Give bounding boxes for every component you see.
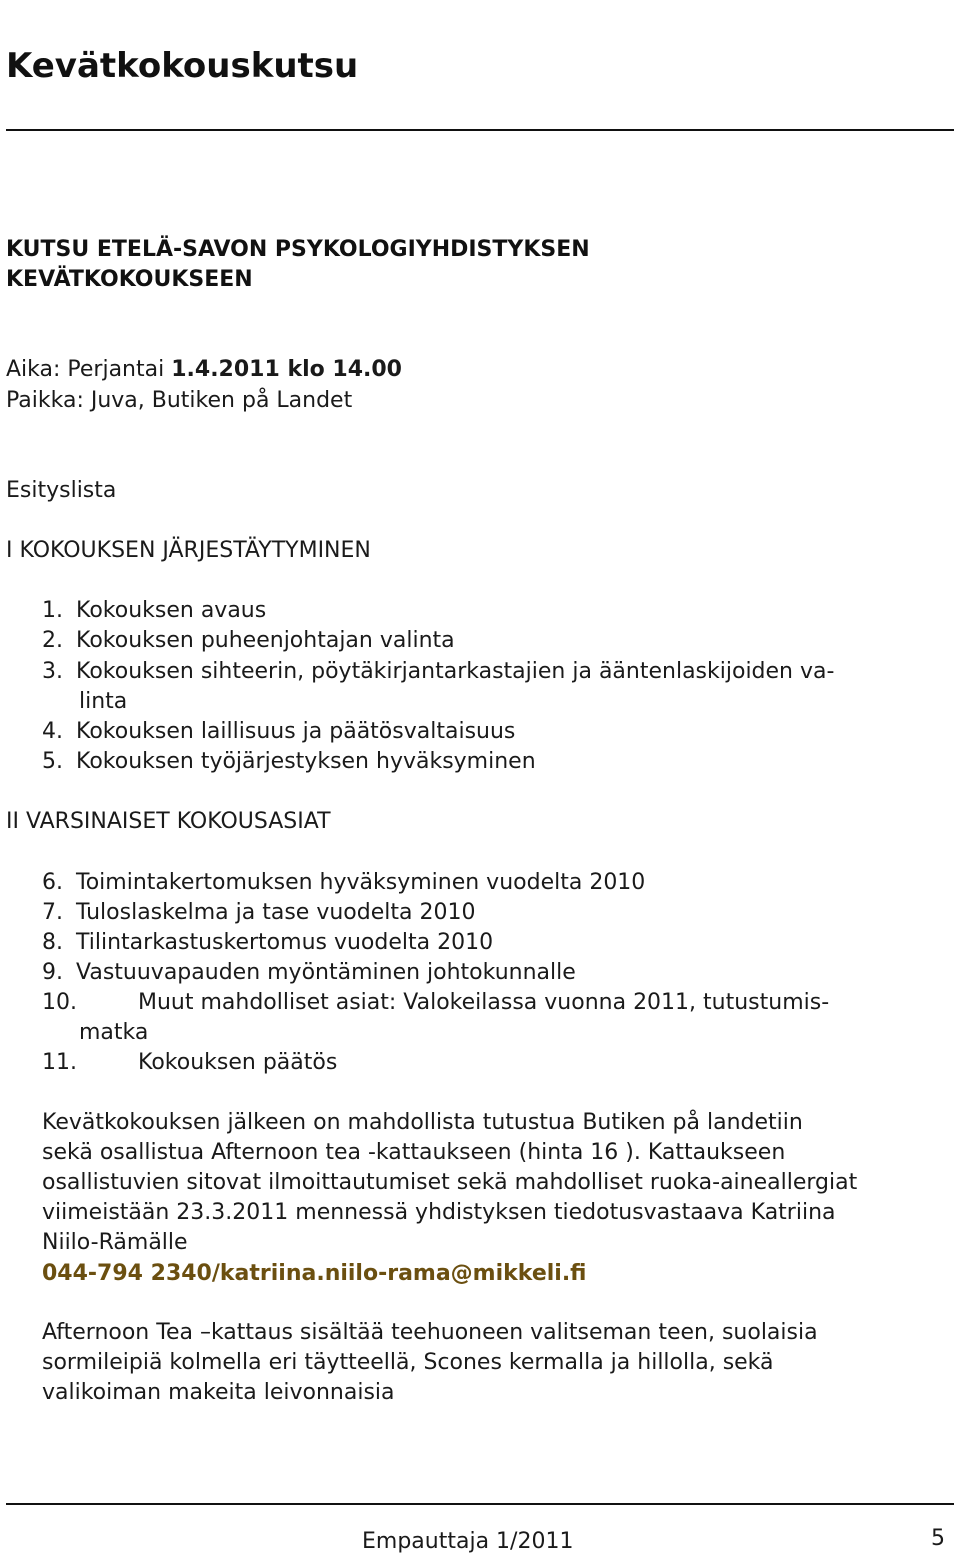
footer-divider xyxy=(6,1503,954,1505)
tea-line: sormileipiä kolmella eri täytteellä, Scones kermalla ja hillolla, sekä xyxy=(42,1350,774,1375)
notice-line: Niilo-Rämälle xyxy=(42,1230,188,1255)
top-divider xyxy=(6,129,954,131)
agenda-item: 4. Kokouksen laillisuus ja päätösvaltaisuus xyxy=(42,719,516,744)
invitation-heading-line1: KUTSU ETELÄ-SAVON PSYKOLOGIYHDISTYKSEN xyxy=(6,237,590,262)
agenda-item: 11. Kokouksen päätös xyxy=(42,1050,338,1075)
invitation-heading-line2: KEVÄTKOKOUKSEEN xyxy=(6,267,253,292)
page-title: Kevätkokouskutsu xyxy=(6,46,359,86)
agenda-item: 6. Toimintakertomuksen hyväksyminen vuodelta 2010 xyxy=(42,870,646,895)
agenda-item: 10. Muut mahdolliset asiat: Valokeilassa vuonna 2011, tutustumis- xyxy=(42,990,830,1015)
notice-line: sekä osallistua Afternoon tea -kattaukseen (hinta 16 ). Kattaukseen xyxy=(42,1140,786,1165)
meeting-time-value: 1.4.2011 klo 14.00 xyxy=(171,357,402,382)
notice-line: viimeistään 23.3.2011 mennessä yhdistyksen tiedotusvastaava Katriina xyxy=(42,1200,836,1225)
agenda-item: 9. Vastuuvapauden myöntäminen johtokunnalle xyxy=(42,960,576,985)
meeting-time-label: Aika: Perjantai xyxy=(6,357,172,382)
meeting-time xyxy=(6,355,402,385)
tea-line: Afternoon Tea –kattaus sisältää teehuoneen valitseman teen, suolaisia xyxy=(42,1320,818,1345)
tea-line: valikoiman makeita leivonnaisia xyxy=(42,1380,395,1405)
footer-publication: Empauttaja 1/2011 xyxy=(362,1529,574,1554)
agenda-item: 1. Kokouksen avaus xyxy=(42,598,267,623)
agenda-item: 8. Tilintarkastuskertomus vuodelta 2010 xyxy=(42,930,494,955)
agenda-item: 3. Kokouksen sihteerin, pöytäkirjantarkastajien ja ääntenlaskijoiden va- xyxy=(42,659,835,684)
agenda-section-1: I KOKOUKSEN JÄRJESTÄYTYMINEN xyxy=(6,538,371,563)
notice-line: osallistuvien sitovat ilmoittautumiset sekä mahdolliset ruoka-aineallergiat xyxy=(42,1170,858,1195)
notice-line: Kevätkokouksen jälkeen on mahdollista tutustua Butiken på landetiin xyxy=(42,1110,803,1135)
agenda-item: 7. Tuloslaskelma ja tase vuodelta 2010 xyxy=(42,900,476,925)
agenda-item-continuation: linta xyxy=(79,689,128,714)
agenda-item-continuation: matka xyxy=(79,1020,149,1045)
footer-page-number: 5 xyxy=(931,1526,945,1551)
meeting-place: Paikka: Juva, Butiken på Landet xyxy=(6,388,353,413)
agenda-item: 2. Kokouksen puheenjohtajan valinta xyxy=(42,628,455,653)
agenda-item: 5. Kokouksen työjärjestyksen hyväksyminen xyxy=(42,749,536,774)
contact-info: 044-794 2340/katriina.niilo-rama@mikkeli.fi xyxy=(42,1261,587,1286)
agenda-section-2: II VARSINAISET KOKOUSASIAT xyxy=(6,809,331,834)
agenda-title: Esityslista xyxy=(6,478,117,503)
